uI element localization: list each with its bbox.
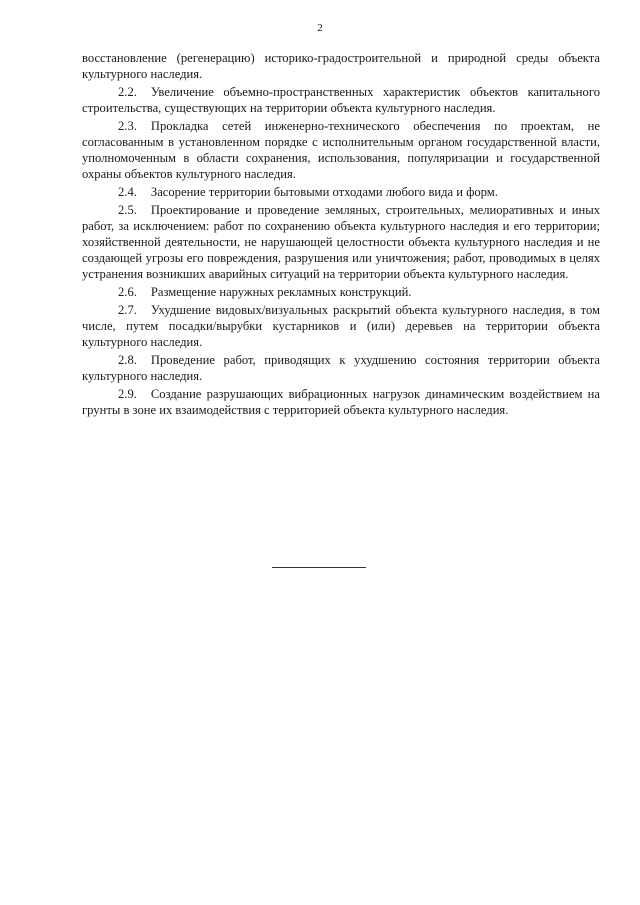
item-number: 2.2. — [118, 85, 137, 99]
item-number: 2.6. — [118, 285, 137, 299]
item-text: Увеличение объемно-пространственных характеристик объектов капитального строительства, существующих на территории объекта культурного наследия. — [82, 85, 600, 115]
item-2-3 — [82, 118, 600, 182]
end-divider — [272, 567, 366, 568]
item-2-9 — [82, 386, 600, 418]
document-body — [82, 50, 600, 420]
item-2-7 — [82, 302, 600, 350]
item-number: 2.3. — [118, 119, 137, 133]
item-number: 2.4. — [118, 185, 137, 199]
item-text: Ухудшение видовых/визуальных раскрытий объекта культурного наследия, в том числе, путем посадки/вырубки кустарников и (или) деревьев на территории объекта культурного наследия. — [82, 303, 600, 349]
item-text: Размещение наружных рекламных конструкций. — [150, 285, 412, 299]
item-text: Прокладка сетей инженерно-технического обеспечения по проектам, не согласованным в установленном порядке с исполнительным органом государственной власти, уполномоченным в области сохранения, использования, популяризации и государственной охраны объектов культурного наследия. — [82, 119, 600, 181]
item-2-6 — [82, 284, 600, 300]
item-text: Проектирование и проведение земляных, строительных, мелиоративных и иных работ, за исключением: работ по сохранению объекта культурного наследия и его территории; хозяйственной деятельности, не нарушающей целостности объекта культурного наследия и не создающей угрозы его повреждения, разрушения или уничтожения; работ, проводимых в целях устранения возникших аварийных ситуаций на территории объекта культурного наследия. — [82, 203, 600, 281]
page-number: 2 — [317, 22, 323, 34]
item-text: Проведение работ, приводящих к ухудшению состояния территории объекта культурного наследия. — [82, 353, 600, 383]
item-number: 2.9. — [118, 387, 137, 401]
item-2-2 — [82, 84, 600, 116]
item-number: 2.8. — [118, 353, 137, 367]
item-number: 2.5. — [118, 203, 137, 217]
item-2-5 — [82, 202, 600, 282]
item-text: Засорение территории бытовыми отходами любого вида и форм. — [150, 185, 498, 199]
item-2-8 — [82, 352, 600, 384]
item-2-4 — [82, 184, 600, 200]
intro-paragraph: восстановление (регенерацию) историко-градостроительной и природной среды объекта культурного наследия. — [82, 51, 600, 81]
item-text: Создание разрушающих вибрационных нагрузок динамическим воздействием на грунты в зоне их взаимодействия с территорией объекта культурного наследия. — [82, 387, 600, 417]
item-number: 2.7. — [118, 303, 137, 317]
